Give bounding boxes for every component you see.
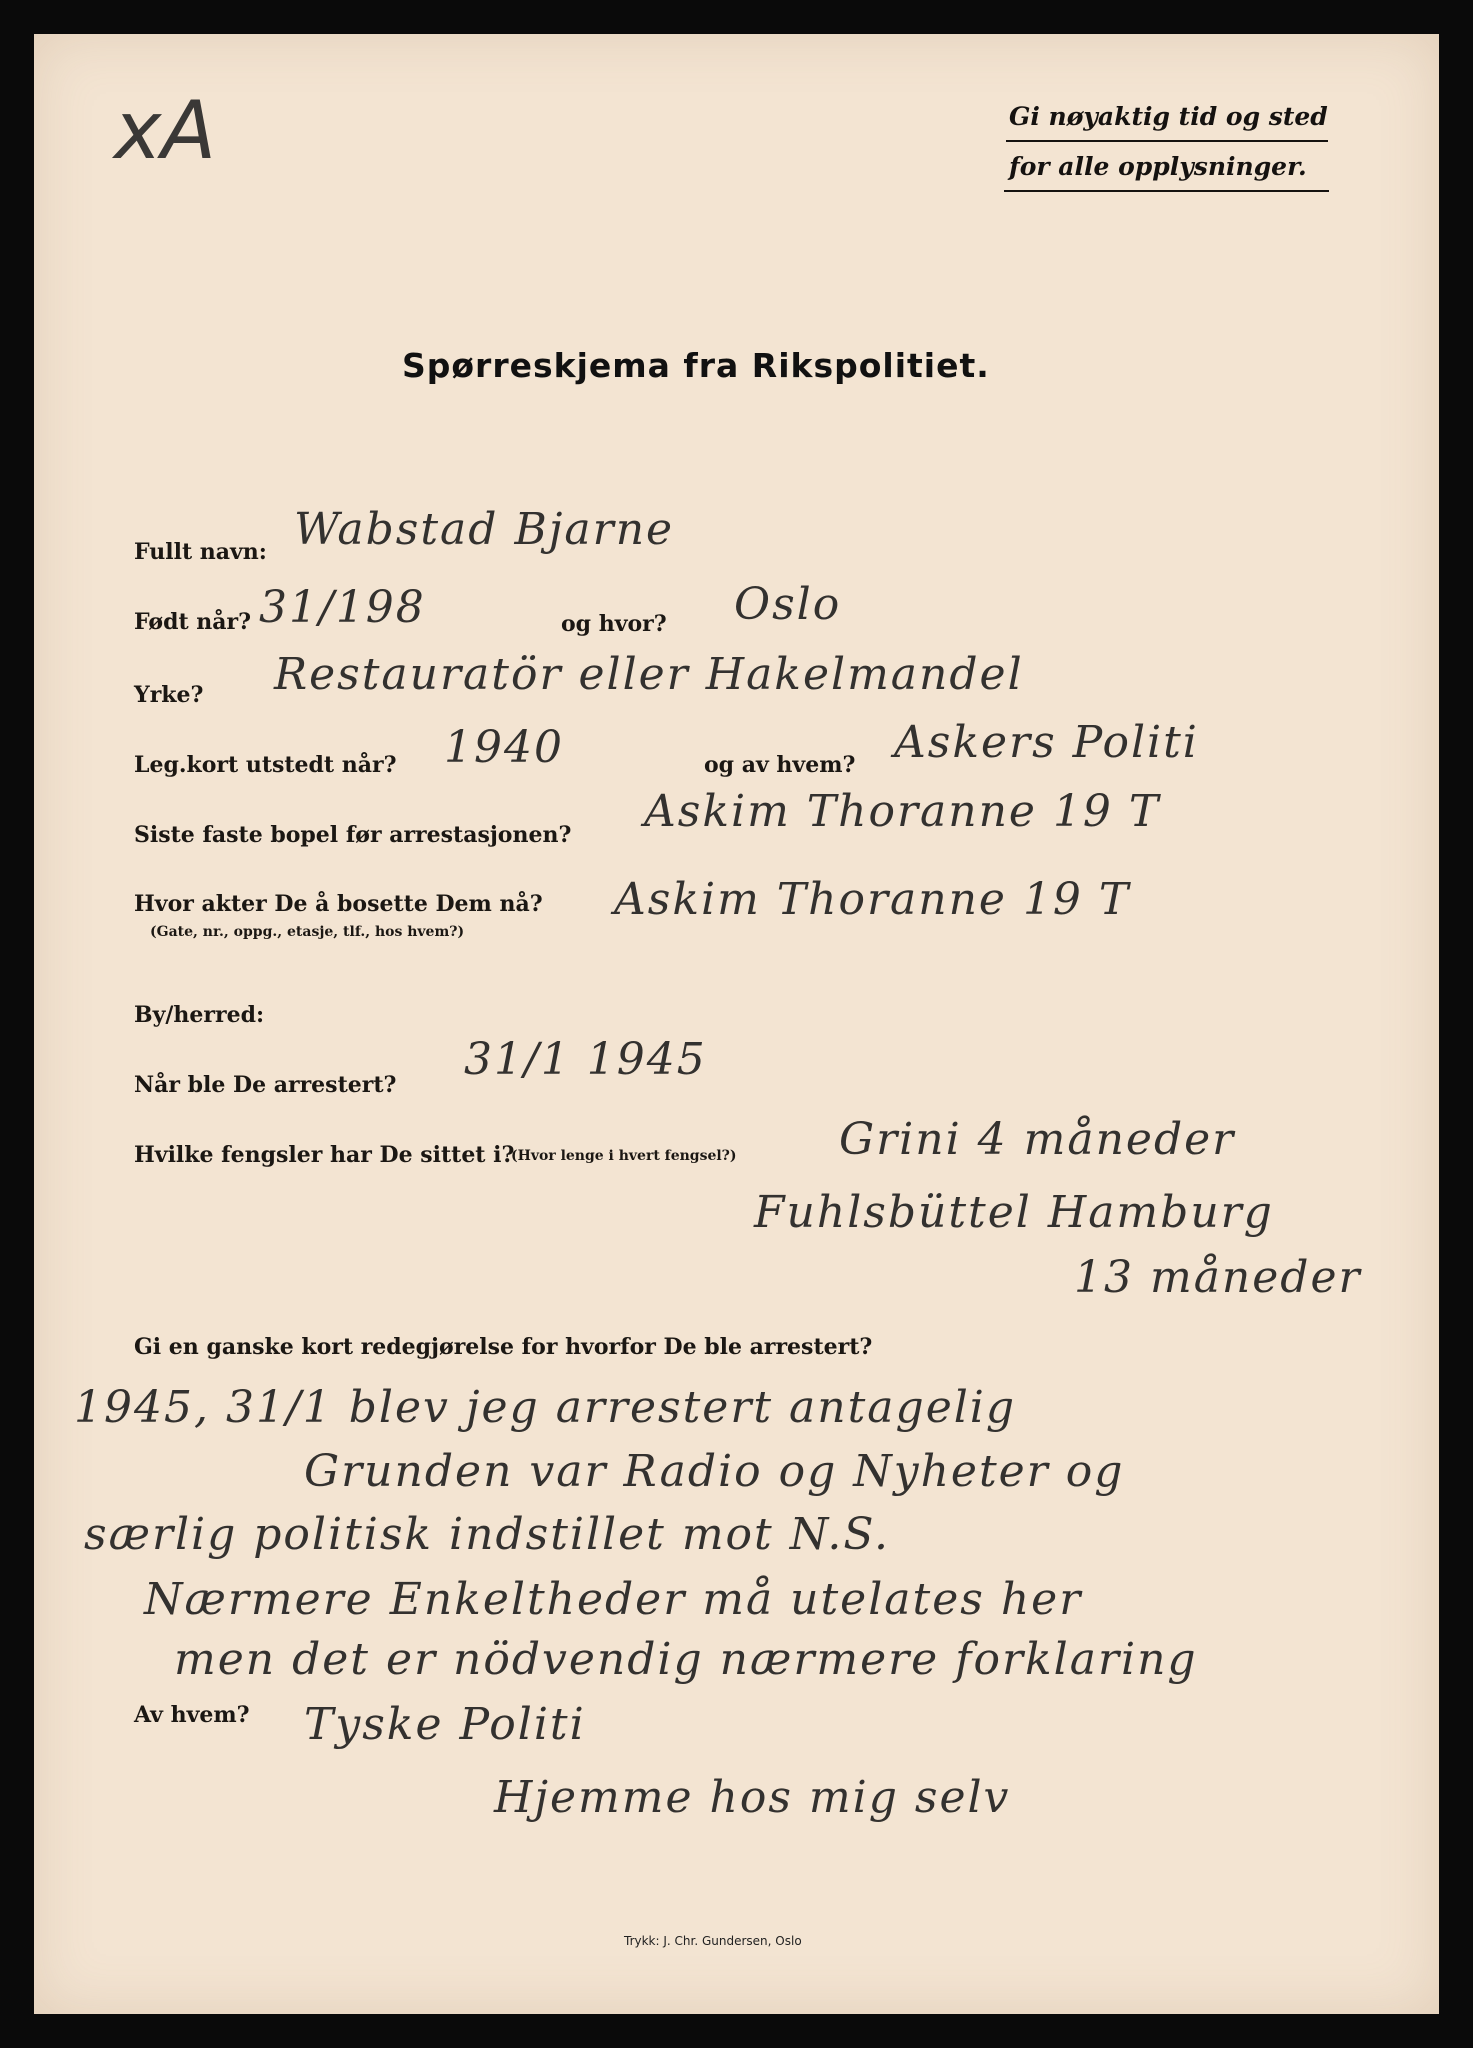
settle-value: Askim Thoranne 19 T — [614, 874, 1131, 925]
residence-label: Siste faste bopel før arrestasjonen? — [134, 822, 572, 848]
byhvem-label: Av hvem? — [134, 1702, 250, 1728]
job-value: Restauratör eller Hakelmandel — [274, 649, 1024, 700]
born-label: Født når? — [134, 609, 252, 635]
reason-line-5: men det er nödvendig nærmere forklaring — [174, 1634, 1198, 1685]
prisons-hint: (Hvor lenge i hvert fengsel?) — [511, 1148, 737, 1164]
form-title: Spørreskjema fra Rikspolitiet. — [402, 346, 990, 385]
born-where-value: Oslo — [734, 579, 842, 630]
arrested-label: Når ble De arrestert? — [134, 1072, 397, 1098]
notice-underline-1 — [1006, 140, 1328, 142]
legkort-by-value: Askers Politi — [894, 717, 1199, 768]
byhvem-line-2: Hjemme hos mig selv — [494, 1772, 1011, 1823]
settle-hint: (Gate, nr., oppg., etasje, tlf., hos hvem?) — [150, 924, 465, 940]
residence-value: Askim Thoranne 19 T — [644, 786, 1161, 837]
name-value: Wabstad Bjarne — [294, 504, 675, 555]
reason-line-3: særlig politisk indstillet mot N.S. — [84, 1509, 890, 1560]
form-page — [34, 34, 1439, 2014]
reason-line-4: Nærmere Enkeltheder må utelates her — [144, 1574, 1083, 1625]
born-value: 31/198 — [259, 582, 426, 633]
legkort-label: Leg.kort utstedt når? — [134, 752, 397, 778]
prisons-label: Hvilke fengsler har De sittet i? — [134, 1142, 515, 1168]
legkort-value: 1940 — [444, 722, 564, 773]
town-label: By/herred: — [134, 1002, 265, 1028]
notice-line-1: Gi nøyaktig tid og sted — [1009, 102, 1328, 131]
printer-note: Trykk: J. Chr. Gundersen, Oslo — [624, 1934, 802, 1948]
reason-line-1: 1945, 31/1 blev jeg arrestert antagelig — [74, 1382, 1017, 1433]
byhvem-line-1: Tyske Politi — [304, 1699, 586, 1750]
arrested-value: 31/1 1945 — [464, 1034, 707, 1085]
notice-underline-2 — [1004, 190, 1329, 192]
legkort-by-label: og av hvem? — [704, 752, 856, 778]
notice-line-2: for alle opplysninger. — [1009, 152, 1307, 181]
settle-label: Hvor akter De å bosette Dem nå? — [134, 891, 543, 917]
name-label: Fullt navn: — [134, 539, 267, 565]
corner-mark: xA — [114, 84, 217, 177]
reason-label: Gi en ganske kort redegjørelse for hvorfor De ble arrestert? — [134, 1334, 873, 1360]
prisons-line-1: Grini 4 måneder — [839, 1114, 1236, 1165]
prisons-line-2: Fuhlsbüttel Hamburg — [754, 1187, 1274, 1238]
born-where-label: og hvor? — [561, 611, 667, 637]
prisons-line-3: 13 måneder — [1074, 1252, 1362, 1303]
job-label: Yrke? — [134, 682, 204, 708]
reason-line-2: Grunden var Radio og Nyheter og — [304, 1446, 1125, 1497]
